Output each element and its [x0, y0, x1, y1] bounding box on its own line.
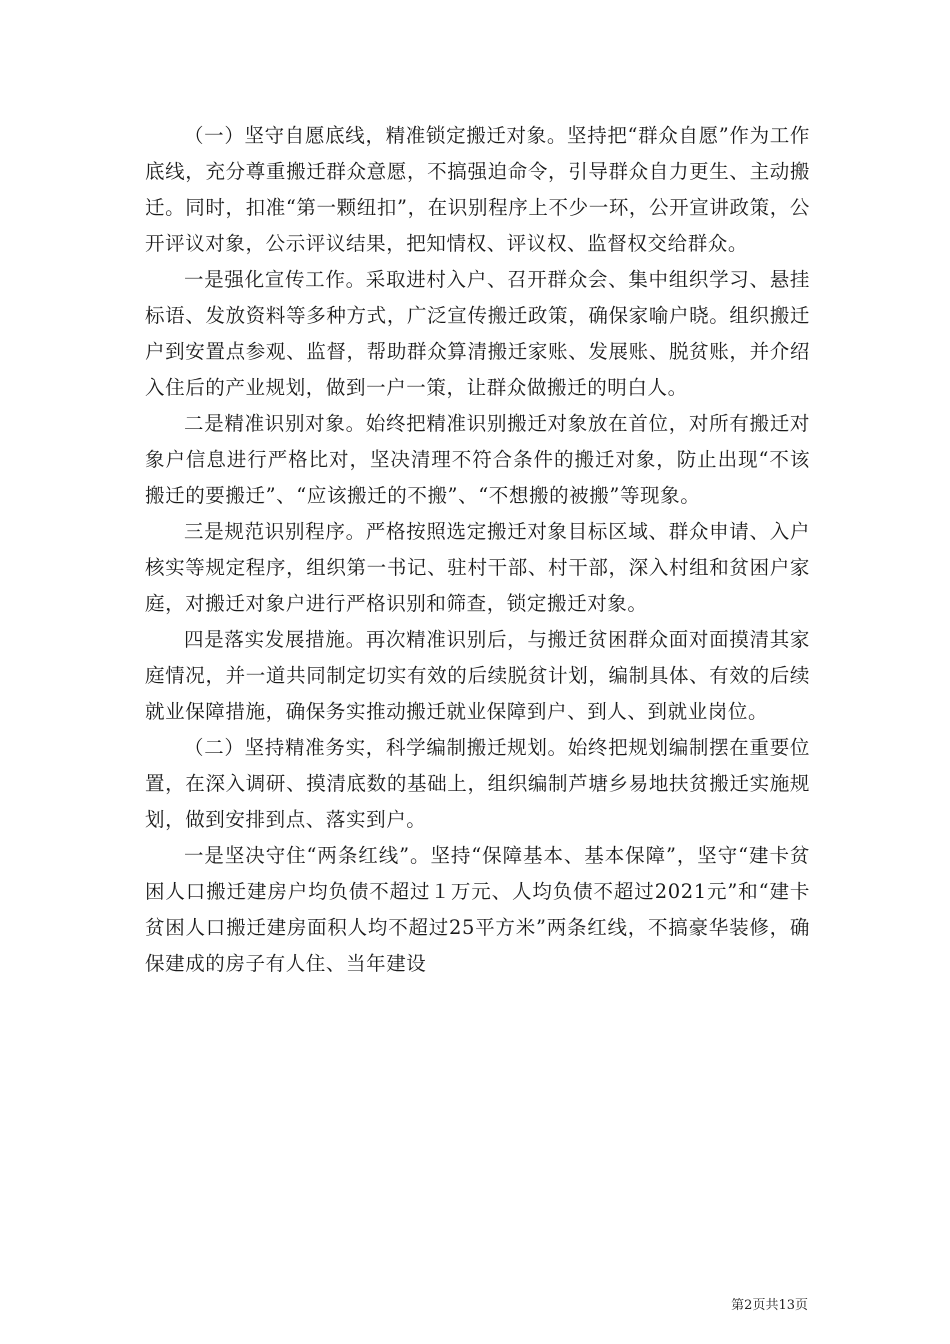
document-body	[145, 118, 810, 982]
paragraph-two-red-lines: 一是坚决守住“两条红线”。坚持“保障基本、基本保障”，坚守“建卡贫困人口搬迁建房户均负债不超过１万元、人均负债不超过2021元”和“建卡贫困人口搬迁建房面积人均不超过25平方米”两条红线，不搞豪华装修，确保建成的房子有人住、当年建设	[145, 844, 810, 975]
paragraph-identify-targets: 二是精准识别对象。始终把精准识别搬迁对象放在首位，对所有搬迁对象户信息进行严格比对，坚决清理不符合条件的搬迁对象，防止出现“不该搬迁的要搬迁”、“应该搬迁的不搬”、“不想搬的被搬”等现象。	[145, 412, 810, 507]
paragraph-section-two-heading: （二）坚持精准务实，科学编制搬迁规划。始终把规划编制摆在重要位置，在深入调研、摸清底数的基础上，组织编制芦塘乡易地扶贫搬迁实施规划，做到安排到点、落实到户。	[145, 736, 810, 831]
paragraph-development-measures: 四是落实发展措施。再次精准识别后，与搬迁贫困群众面对面摸清其家庭情况，并一道共同制定切实有效的后续脱贫计划，编制具体、有效的后续就业保障措施，确保务实推动搬迁就业保障到户、到人、到就业岗位。	[145, 628, 810, 723]
paragraph-section-one-heading: （一）坚守自愿底线，精准锁定搬迁对象。坚持把“群众自愿”作为工作底线，充分尊重搬迁群众意愿，不搞强迫命令，引导群众自力更生、主动搬迁。同时，扣准“第一颗纽扣”，在识别程序上不少一环，公开宣讲政策，公开评议对象，公示评议结果，把知情权、评议权、监督权交给群众。	[145, 124, 810, 255]
paragraph-publicity-work: 一是强化宣传工作。采取进村入户、召开群众会、集中组织学习、悬挂标语、发放资料等多种方式，广泛宣传搬迁政策，确保家喻户晓。组织搬迁户到安置点参观、监督，帮助群众算清搬迁家账、发展账、脱贫账，并介绍入住后的产业规划，做到一户一策，让群众做搬迁的明白人。	[145, 268, 810, 399]
paragraph-identification-procedure: 三是规范识别程序。严格按照选定搬迁对象目标区域、群众申请、入户核实等规定程序，组织第一书记、驻村干部、村干部，深入村组和贫困户家庭，对搬迁对象户进行严格识别和筛查，锁定搬迁对象。	[145, 520, 810, 615]
page-number: 第2页共13页	[731, 1298, 808, 1313]
